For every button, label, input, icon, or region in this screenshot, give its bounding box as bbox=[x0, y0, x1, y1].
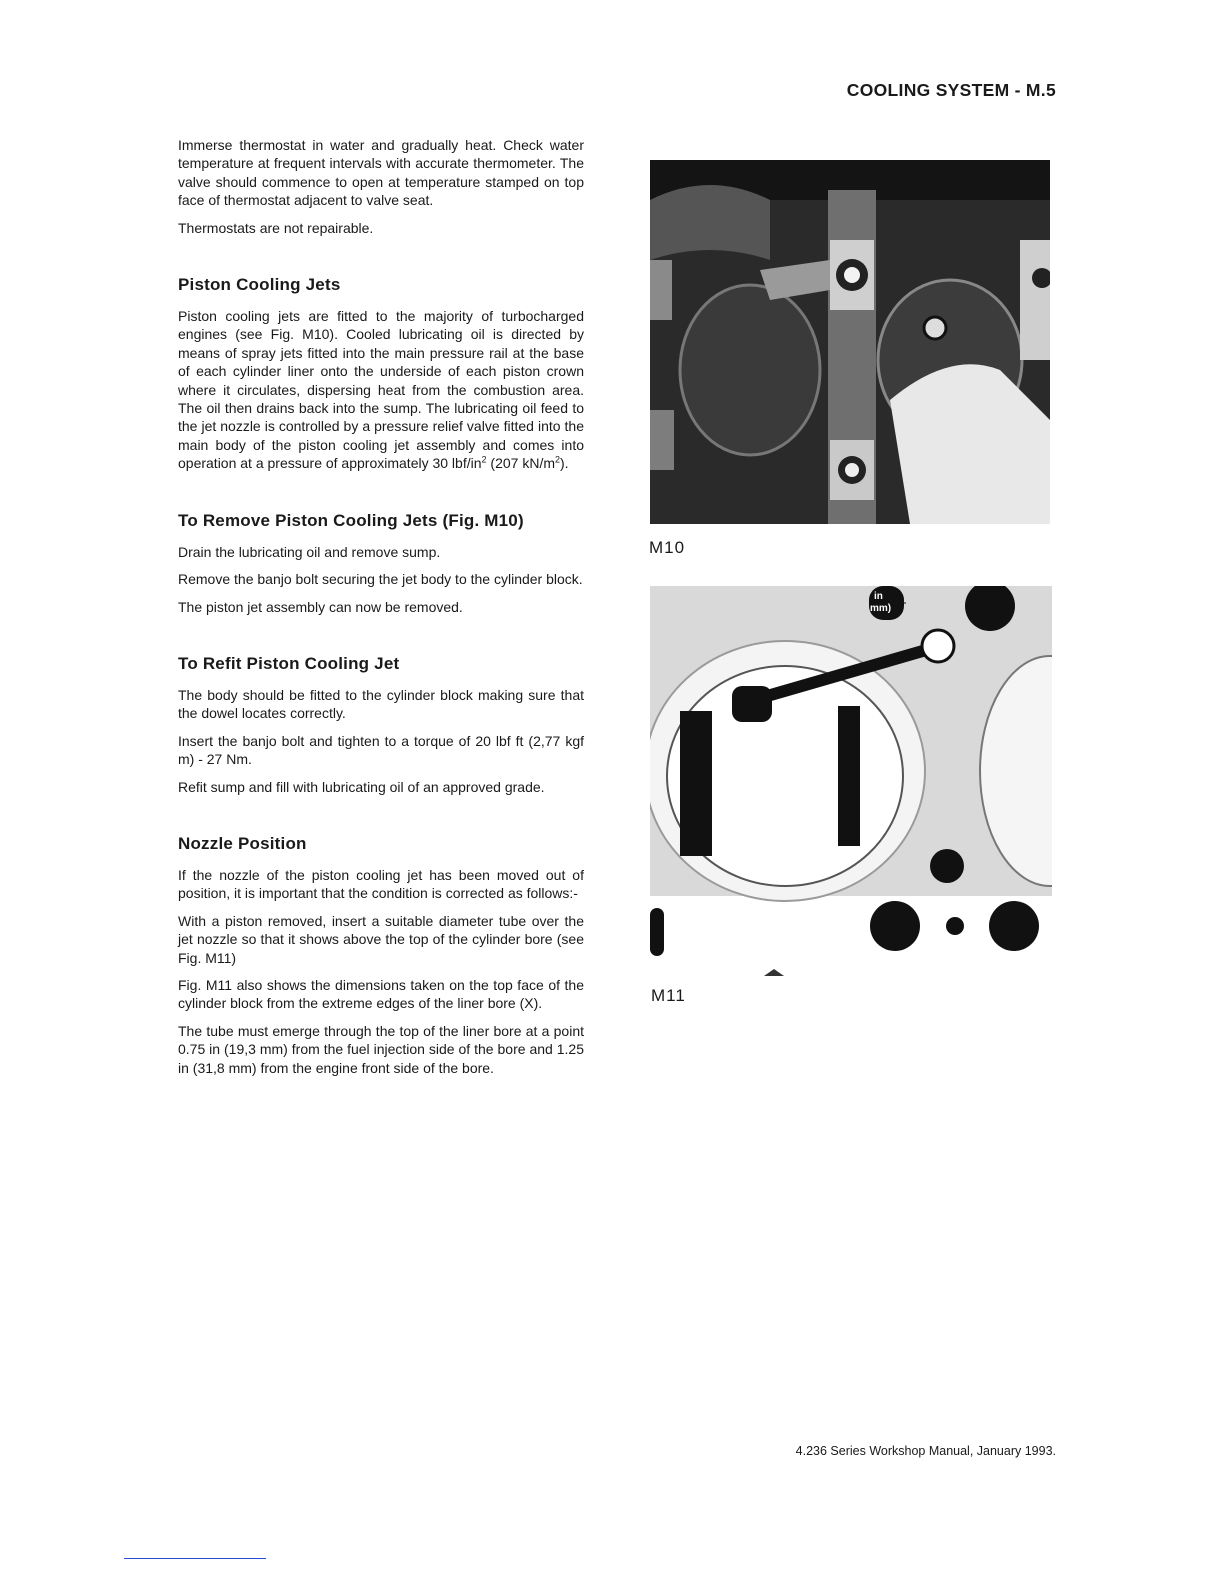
intro-paragraph-1: Immerse thermostat in water and gradually heat. Check water temperature at frequent intervals with accurate thermometer. The valve should commence to open at temperature stamped on top face of thermostat adjacent to valve seat. bbox=[178, 137, 584, 209]
refit-step-2: Insert the banjo bolt and tighten to a torque of 20 lbf ft (2,77 kgf m) - 27 Nm. bbox=[178, 732, 584, 768]
piston-cooling-jets-paragraph bbox=[178, 307, 584, 473]
text-column bbox=[178, 136, 584, 1086]
m11-dimension-label-2: mm) bbox=[870, 603, 892, 614]
figure-m11-caption: M11 bbox=[651, 986, 686, 1005]
refit-step-1: The body should be fitted to the cylinder block making sure that the dowel locates correctly. bbox=[178, 686, 584, 722]
paragraph-text: (207 kN/m bbox=[486, 455, 555, 472]
figure-m10-photo bbox=[650, 160, 1050, 524]
nozzle-paragraph-1: If the nozzle of the piston cooling jet has been moved out of position, it is important that the condition is corrected as follows:- bbox=[178, 866, 584, 902]
paragraph-text: ). bbox=[560, 455, 569, 472]
refit-step-3: Refit sump and fill with lubricating oil of an approved grade. bbox=[178, 778, 545, 795]
section-heading-refit-jet: To Refit Piston Cooling Jet bbox=[178, 653, 400, 673]
footer-rule bbox=[124, 1558, 266, 1559]
nozzle-paragraph-2: With a piston removed, insert a suitable diameter tube over the jet nozzle so that it shows above the top of the cylinder bore (see Fig. M11) bbox=[178, 912, 584, 966]
figure-m10-caption: M10 bbox=[649, 538, 686, 557]
paragraph-text: Piston cooling jets are fitted to the majority of turbocharged engines (see Fig. M10). Cooled lubricating oil is directed by means of spray jets fitted into the main pressure rail at the base of each cylinder liner onto the underside of each piston crown where it circulates, dispersing heat from the combustion area. The oil then drains back into the sump. The lubricating oil feed to the jet nozzle is controlled by a pressure relief valve fitted into the main body of the piston cooling jet assembly and comes into operation at a pressure of approximately 30 lbf/in bbox=[178, 308, 584, 472]
m10-illustration bbox=[650, 160, 1050, 524]
section-heading-piston-cooling-jets: Piston Cooling Jets bbox=[178, 275, 341, 295]
section-heading-nozzle-position: Nozzle Position bbox=[178, 833, 307, 853]
superscript: 2 bbox=[555, 454, 561, 465]
figure-m11-photo bbox=[650, 586, 1052, 978]
remove-step-3: The piston jet assembly can now be removed. bbox=[178, 598, 463, 615]
m11-illustration bbox=[650, 586, 1052, 978]
remove-step-1: Drain the lubricating oil and remove sump. bbox=[178, 543, 441, 560]
remove-step-2: Remove the banjo bolt securing the jet body to the cylinder block. bbox=[178, 571, 583, 588]
nozzle-paragraph-4: The tube must emerge through the top of the liner bore at a point 0.75 in (19,3 mm) from the fuel injection side of the bore and 1.25 in (31,8 mm) from the engine front side of the bore. bbox=[178, 1022, 584, 1076]
page-header: COOLING SYSTEM - M.5 bbox=[846, 80, 1056, 100]
m11-dimension-label-1: in bbox=[874, 591, 883, 602]
section-heading-remove-jets: To Remove Piston Cooling Jets (Fig. M10) bbox=[178, 510, 524, 530]
superscript: 2 bbox=[481, 454, 487, 465]
intro-paragraph-2: Thermostats are not repairable. bbox=[178, 219, 374, 236]
nozzle-paragraph-3: Fig. M11 also shows the dimensions taken on the top face of the cylinder block from the extreme edges of the liner bore (X). bbox=[178, 976, 584, 1012]
page-footer: 4.236 Series Workshop Manual, January 1993. bbox=[795, 1444, 1056, 1458]
